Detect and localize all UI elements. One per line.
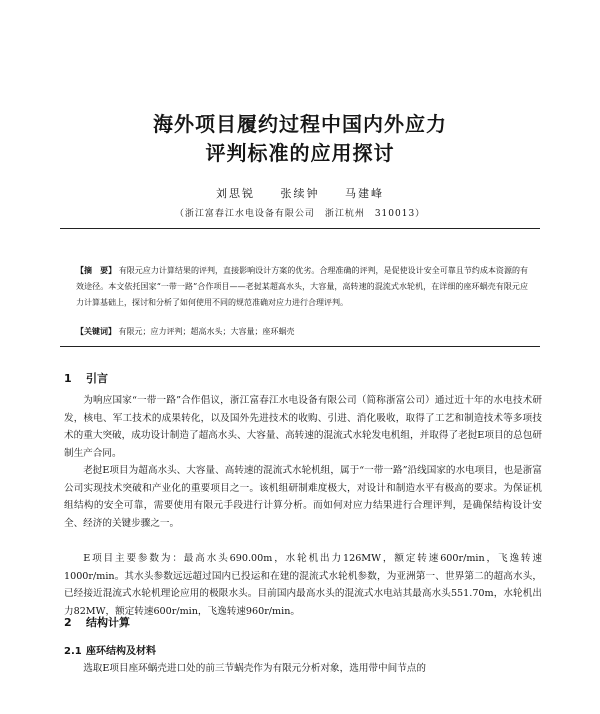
- body-paragraph: 选取E项目座环蜗壳进口处的前三节蜗壳作为有限元分析对象，选用带中间节点的: [83, 663, 426, 674]
- author-name: 刘思锐: [216, 187, 255, 200]
- divider-top: [60, 228, 540, 229]
- body-paragraph: 老挝E项目为超高水头、大容量、高转速的混流式水轮机组，属于“一带一路”沿线国家的水电项目，也是浙富公司实现技术突破和产业化的重要项目之一。该机组研制难度极大，对设计和制造水平有极高的要求。为保证机组结构的安全可靠，需要使用有限元手段进行计算分析。而如何对应力结果进行合理评判，是确保结构设计安全、经济的关键步骤之一。: [64, 465, 542, 529]
- section-title: 引言: [86, 372, 108, 385]
- subsection-heading-stay-ring: [64, 642, 156, 657]
- subsection-number: 2.1: [64, 646, 82, 657]
- section-number: 2: [64, 616, 72, 629]
- body-paragraph: 为响应国家“一带一路”合作倡议，浙江富春江水电设备有限公司（简称浙富公司）通过近十年的水电技术研发，核电、军工技术的成果转化，以及国外先进技术的收购、引进、消化吸收，取得了工艺和制造技术等多项技术的重大突破，成功设计制造了超高水头、大容量、高转速的混流式水轮发电机组，并取得了老挝E项目的总包研制生产合同。: [64, 395, 542, 459]
- keywords-label: 【关键词】: [76, 326, 116, 336]
- author-list: [0, 185, 600, 201]
- abstract-label: 【摘 要】: [76, 265, 117, 275]
- section-number: 1: [64, 372, 72, 385]
- keywords-text: 有限元；应力评判；超高水头；大容量；座环蜗壳: [118, 327, 295, 336]
- section-heading-introduction: [64, 370, 108, 386]
- divider-bottom: [60, 346, 540, 347]
- author-name: 马建峰: [345, 187, 384, 200]
- body-paragraph: E项目主要参数为：最高水头690.00m，水轮机出力126MW，额定转速600r/min，飞逸转速1000r/min。其水头参数远远超过国内已投运和在建的混流式水轮机参数，为亚洲第一、世界第二的超高水头，已经接近混流式水轮机理论应用的极限水头。目前国内最高水头的混流式水电站其最高水头551.70m，水轮机出力82MW，额定转速600r/min，飞逸转速960r/min。: [64, 553, 542, 617]
- section-title: 结构计算: [86, 616, 130, 629]
- subsection-title: 座环结构及材料: [86, 646, 156, 657]
- title-line-1: 海外项目履约过程中国内外应力: [153, 112, 447, 136]
- abstract-text: 有限元应力计算结果的评判，直接影响设计方案的优劣。合理准确的评判，是促使设计安全可靠且节约成本资源的有效途径。本文依托国家“一带一路”合作项目——老挝某超高水头，大容量，高转速的混流式水轮机，在详细的座环蜗壳有限元应力计算基础上，探讨和分析了如何使用不同的规范准确对应力进行合理评判。: [76, 266, 529, 307]
- author-name: 张续钟: [280, 187, 320, 200]
- affiliation: （浙江富春江水电设备有限公司 浙江杭州 310013）: [174, 209, 426, 219]
- abstract: [76, 262, 528, 311]
- keywords: [76, 324, 528, 339]
- section-heading-structure-calculation: [64, 614, 130, 630]
- title-line-2: 评判标准的应用探讨: [205, 141, 395, 165]
